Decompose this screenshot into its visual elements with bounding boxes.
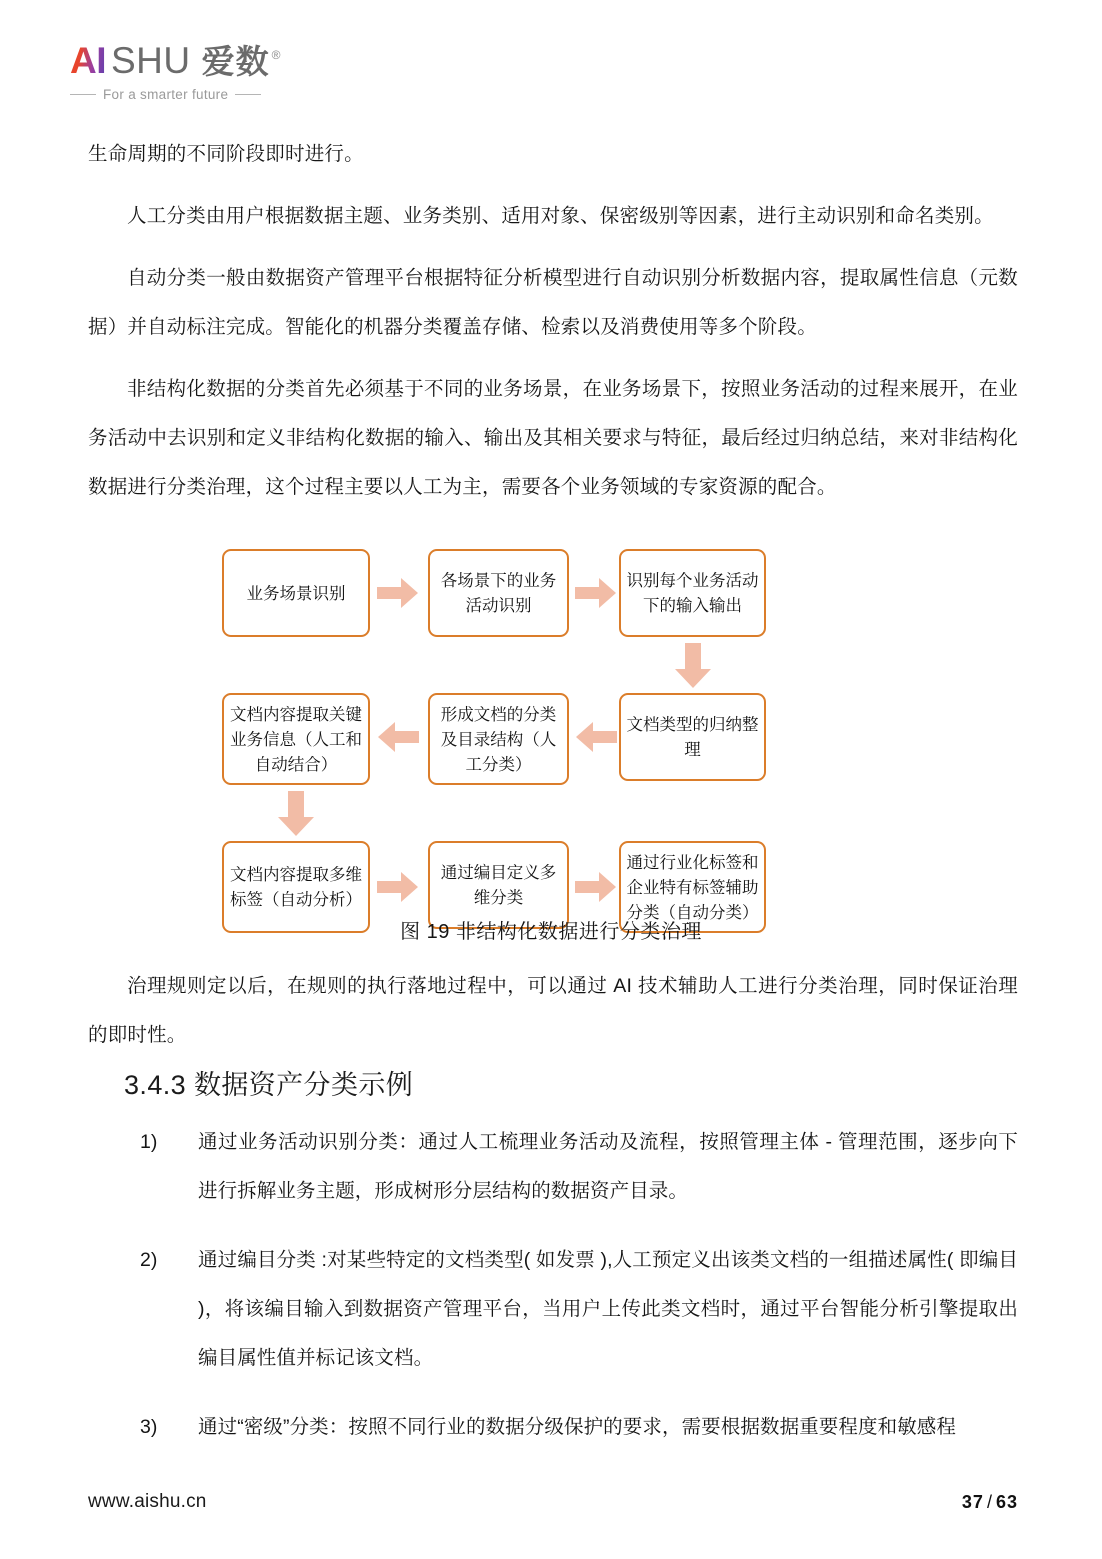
paragraph-2: 人工分类由用户根据数据主题、业务类别、适用对象、保密级别等因素，进行主动识别和命名类别。 [127, 205, 994, 227]
logo-shu-text: SHU [111, 40, 191, 81]
flow-box-document-classification-structure: 形成文档的分类及目录结构（人工分类） [428, 693, 569, 785]
logo-chinese-text: 爱数 [201, 43, 270, 80]
list-item-marker: 3) [140, 1416, 158, 1438]
arrow-down-icon [674, 643, 712, 689]
brand-logo [70, 36, 370, 116]
arrow-right-icon [575, 871, 617, 903]
logo-ai-text: AI [70, 40, 106, 81]
paragraph-4: 非结构化数据的分类首先必须基于不同的业务场景，在业务场景下，按照业务活动的过程来展开，在业务活动中去识别和定义非结构化数据的输入、输出及其相关要求与特征，最后经过归纳总结，来对非结构化数据进行分类治理，这个过程主要以人工为主，需要各个业务领域的专家资源的配合。 [88, 378, 1018, 498]
arrow-right-icon [377, 871, 419, 903]
arrow-left-icon [575, 721, 617, 753]
page-footer [88, 1491, 1018, 1513]
flow-box-multidimensional-tag-extraction: 文档内容提取多维标签（自动分析） [222, 841, 370, 933]
arrow-right-icon [377, 577, 419, 609]
arrow-right-icon [575, 577, 617, 609]
list-item-marker: 1) [140, 1131, 158, 1153]
paragraph-3: 自动分类一般由数据资产管理平台根据特征分析模型进行自动识别分析数据内容，提取属性信息（元数据）并自动标注完成。智能化的机器分类覆盖存储、检索以及消费使用等多个阶段。 [88, 267, 1018, 338]
paragraph-1: 生命周期的不同阶段即时进行。 [88, 143, 364, 165]
flow-box-catalog-multidimensional-classification: 通过编目定义多维分类 [428, 841, 569, 929]
page-number-total: 63 [995, 1492, 1018, 1512]
tagline-rule-left-icon [70, 94, 96, 95]
list-item-marker: 2) [140, 1249, 158, 1271]
arrow-down-icon [277, 791, 315, 837]
list-item-text: 通过业务活动识别分类：通过人工梳理业务活动及流程，按照管理主体 - 管理范围，逐步向下进行拆解业务主题，形成树形分层结构的数据资产目录。 [198, 1131, 1018, 1202]
tagline-text: For a smarter future [103, 87, 229, 102]
brand-tagline [70, 87, 370, 102]
arrow-left-icon [377, 721, 419, 753]
paragraph-5: 治理规则定以后，在规则的执行落地过程中，可以通过 AI 技术辅助人工进行分类治理，同时保证治理的即时性。 [88, 975, 1018, 1046]
flow-box-industry-enterprise-tag-classification: 通过行业化标签和企业特有标签辅助分类（自动分类） [619, 841, 766, 933]
flow-box-activity-input-output: 识别每个业务活动下的输入输出 [619, 549, 766, 637]
flow-box-key-business-info-extraction: 文档内容提取关键业务信息（人工和自动结合） [222, 693, 370, 785]
document-body [88, 130, 1018, 512]
figure-caption: 图 19 非结构化数据进行分类治理 [400, 921, 702, 943]
flow-box-scenario-activity-identification: 各场景下的业务活动识别 [428, 549, 569, 637]
tagline-rule-right-icon [235, 94, 261, 95]
numbered-list [140, 1118, 1018, 1472]
list-item-text: 通过编目分类 :对某些特定的文档类型( 如发票 ),人工预定义出该类文档的一组描述属性( 即编目 )，将该编目输入到数据资产管理平台，当用户上传此类文档时，通过平台智能分析引擎提取出编目属性值并标记该文档。 [198, 1249, 1018, 1369]
registered-trademark-icon: ® [271, 48, 281, 62]
page-number-separator: / [986, 1492, 993, 1512]
logo-wordmark [70, 36, 370, 82]
list-item-text: 通过“密级”分类：按照不同行业的数据分级保护的要求，需要根据数据重要程度和敏感程 [198, 1416, 956, 1438]
flow-box-document-type-summary: 文档类型的归纳整理 [619, 693, 766, 781]
post-figure-paragraph-wrap [88, 962, 1018, 1060]
flowchart-figure [222, 545, 782, 922]
section-heading-3-4-3: 3.4.3 数据资产分类示例 [124, 1070, 414, 1100]
list-item [140, 1236, 1018, 1383]
list-item [140, 1403, 1018, 1452]
list-item [140, 1118, 1018, 1216]
footer-website: www.aishu.cn [88, 1491, 207, 1512]
flow-box-business-scenario-identification: 业务场景识别 [222, 549, 370, 637]
page-number-current: 37 [961, 1492, 984, 1512]
page-number [962, 1492, 1018, 1513]
